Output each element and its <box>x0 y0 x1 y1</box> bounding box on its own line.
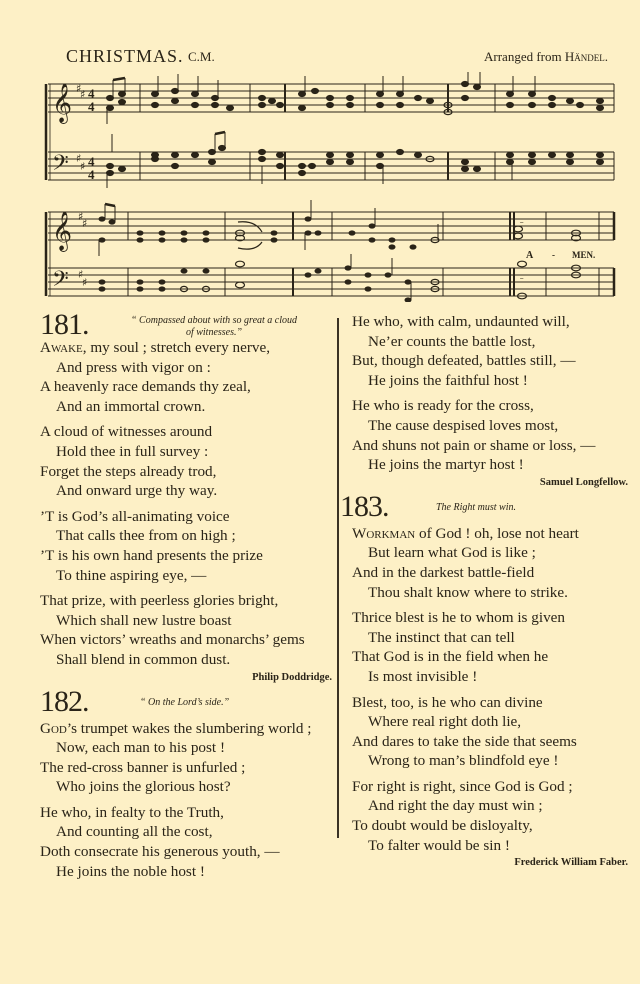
verse-line: He who, in fealty to the Truth, <box>40 803 224 821</box>
svg-text:4: 4 <box>88 86 95 101</box>
line-text: ’s trumpet wakes the slumbering world ; <box>66 719 312 737</box>
svg-text:♯: ♯ <box>80 88 86 101</box>
svg-text:♯: ♯ <box>80 160 86 173</box>
right-column <box>340 312 628 874</box>
svg-text:𝄞: 𝄞 <box>52 83 73 123</box>
svg-text:𝄢: 𝄢 <box>52 151 69 181</box>
hymn-number: 181. <box>40 308 89 341</box>
stanza <box>352 396 628 474</box>
arranger-prefix: Arranged from <box>484 49 562 64</box>
verse-line: And an immortal crown. <box>56 397 206 415</box>
left-column <box>40 308 332 887</box>
amen-a: A <box>526 250 534 261</box>
tune-header <box>66 46 608 66</box>
verse-line: Now, each man to his post ! <box>56 739 225 757</box>
verse-line: Hold thee in full survey : <box>56 442 209 460</box>
svg-text:4: 4 <box>88 167 95 182</box>
stanza <box>352 693 628 771</box>
hymn-182-continued <box>352 312 628 490</box>
verse-line: That prize, with peerless glories bright, <box>40 592 279 610</box>
stanza <box>352 608 628 686</box>
verse-line: For right is right, since God is God ; <box>352 777 573 795</box>
stanza <box>40 591 332 669</box>
hymn-title: The Right must win. <box>436 501 517 513</box>
verse-line: He who is ready for the cross, <box>352 397 534 415</box>
verse-line: But, though defeated, battles still, — <box>352 352 576 370</box>
verse-line: And in the darkest battle-field <box>352 563 535 581</box>
svg-text:4: 4 <box>88 154 95 169</box>
stanza <box>40 507 332 585</box>
verse-line <box>352 524 628 544</box>
music-score-system-2 <box>40 198 618 302</box>
verse-line: Ne’er counts the battle lost, <box>368 332 536 350</box>
verse-line: To doubt would be disloyalty, <box>352 817 533 835</box>
svg-text:4: 4 <box>88 99 95 114</box>
hymn-title: “ On the Lord’s side.” <box>140 696 230 708</box>
verse-line: And onward urge thy way. <box>56 482 218 500</box>
verse-line: He joins the faithful host ! <box>368 371 528 389</box>
svg-text:♯: ♯ <box>76 82 82 95</box>
stanza <box>40 338 332 416</box>
column-divider <box>337 318 339 838</box>
svg-text:♯: ♯ <box>78 268 84 281</box>
hymn-author: Samuel Longfellow. <box>539 476 628 488</box>
stanza <box>352 524 628 602</box>
verse-line: Is most invisible ! <box>368 667 478 685</box>
verse-line: And dares to take the side that seems <box>352 732 577 750</box>
verse-line: Thou shalt know where to strike. <box>368 583 568 601</box>
hymn-number: 183. <box>340 489 389 523</box>
amen-dash: - <box>552 250 555 260</box>
music-staff-icon <box>40 72 618 192</box>
tune-arranger <box>484 49 608 65</box>
verse-line: Who joins the glorious host? <box>56 778 231 796</box>
svg-text:𝄞: 𝄞 <box>52 211 73 251</box>
svg-text:♯: ♯ <box>82 217 88 230</box>
hymn-author: Frederick William Faber. <box>514 857 628 869</box>
verse-line: Which shall new lustre boast <box>56 611 232 629</box>
stanza <box>352 777 628 855</box>
hymn-header <box>40 308 332 341</box>
verse-line: And press with vigor on : <box>56 358 211 376</box>
hymn-header <box>340 489 628 524</box>
hymn-title-line: “ Compassed about with so great a cloud <box>130 315 298 326</box>
verse-line: He joins the martyr host ! <box>368 456 524 474</box>
stanza <box>40 719 332 797</box>
arranger-name: Händel. <box>564 49 608 64</box>
verse-line: That calls thee from on high ; <box>56 527 236 545</box>
music-score-system-1 <box>40 72 618 192</box>
svg-text:𝄼: 𝄼 <box>520 274 524 284</box>
svg-text:♯: ♯ <box>76 152 82 165</box>
verse-line: And shuns not pain or shame or loss, — <box>352 436 596 454</box>
hymn-181 <box>40 308 332 685</box>
verse-line: And right the day must win ; <box>368 797 543 815</box>
verse-line: Thrice blest is he to whom is given <box>352 609 566 627</box>
svg-text:♯: ♯ <box>78 210 84 223</box>
first-word: Awake <box>40 339 83 356</box>
hymn-header <box>40 684 332 719</box>
verse-line: That God is in the field when he <box>352 648 549 666</box>
stanza <box>40 422 332 500</box>
verse-line: Doth consecrate his generous youth, — <box>40 843 280 861</box>
line-text: , my soul ; stretch every nerve, <box>82 339 271 356</box>
tune-name: CHRISTMAS. <box>66 46 184 66</box>
verse-line: And counting all the cost, <box>56 823 213 841</box>
verse-line: The instinct that can tell <box>368 628 515 646</box>
verse-line: Blest, too, is he who can divine <box>352 693 543 711</box>
svg-text:𝄢: 𝄢 <box>52 267 69 297</box>
verse-line: To thine aspiring eye, — <box>56 566 207 584</box>
line-text: of God ! oh, lose not heart <box>415 524 579 542</box>
stanza <box>40 803 332 881</box>
verse-line: A cloud of witnesses around <box>40 423 213 441</box>
amen-lyric <box>512 250 612 262</box>
svg-text:𝄼: 𝄼 <box>520 218 524 228</box>
svg-text:♯: ♯ <box>82 276 88 289</box>
verse-line: The cause despised loves most, <box>368 416 559 434</box>
verse-line: ’T is his own hand presents the prize <box>40 546 263 564</box>
verse-line: A heavenly race demands thy zeal, <box>40 378 251 396</box>
verse-line: Forget the steps already trod, <box>40 462 217 480</box>
verse-line: When victors’ wreaths and monarchs’ gems <box>40 631 305 649</box>
verse-line: Wrong to man’s blindfold eye ! <box>368 752 559 770</box>
verse-line: He who, with calm, undaunted will, <box>352 313 570 330</box>
hymn-title <box>114 315 314 339</box>
verse-line: ’T is God’s all-animating voice <box>40 507 230 525</box>
verse-line: But learn what God is like ; <box>368 544 536 562</box>
verse-line: To falter would be sin ! <box>368 836 510 854</box>
amen-men: MEN. <box>572 250 596 260</box>
stanza <box>352 312 628 390</box>
hymn-author: Philip Doddridge. <box>252 671 332 683</box>
verse-line: The red-cross banner is unfurled ; <box>40 758 246 776</box>
hymn-182 <box>40 684 332 882</box>
hymn-title-line: of witnesses.” <box>185 327 243 338</box>
verse-line: He joins the noble host ! <box>56 862 205 880</box>
verse-line: Where real right doth lie, <box>368 713 522 731</box>
first-word: God <box>40 719 67 737</box>
verse-line: Shall blend in common dust. <box>56 650 231 668</box>
first-word: Workman <box>352 524 416 542</box>
hymn-183 <box>340 489 628 871</box>
hymn-number: 182. <box>40 684 89 718</box>
tune-meter: C.M. <box>188 49 215 64</box>
verse-line <box>40 719 332 739</box>
